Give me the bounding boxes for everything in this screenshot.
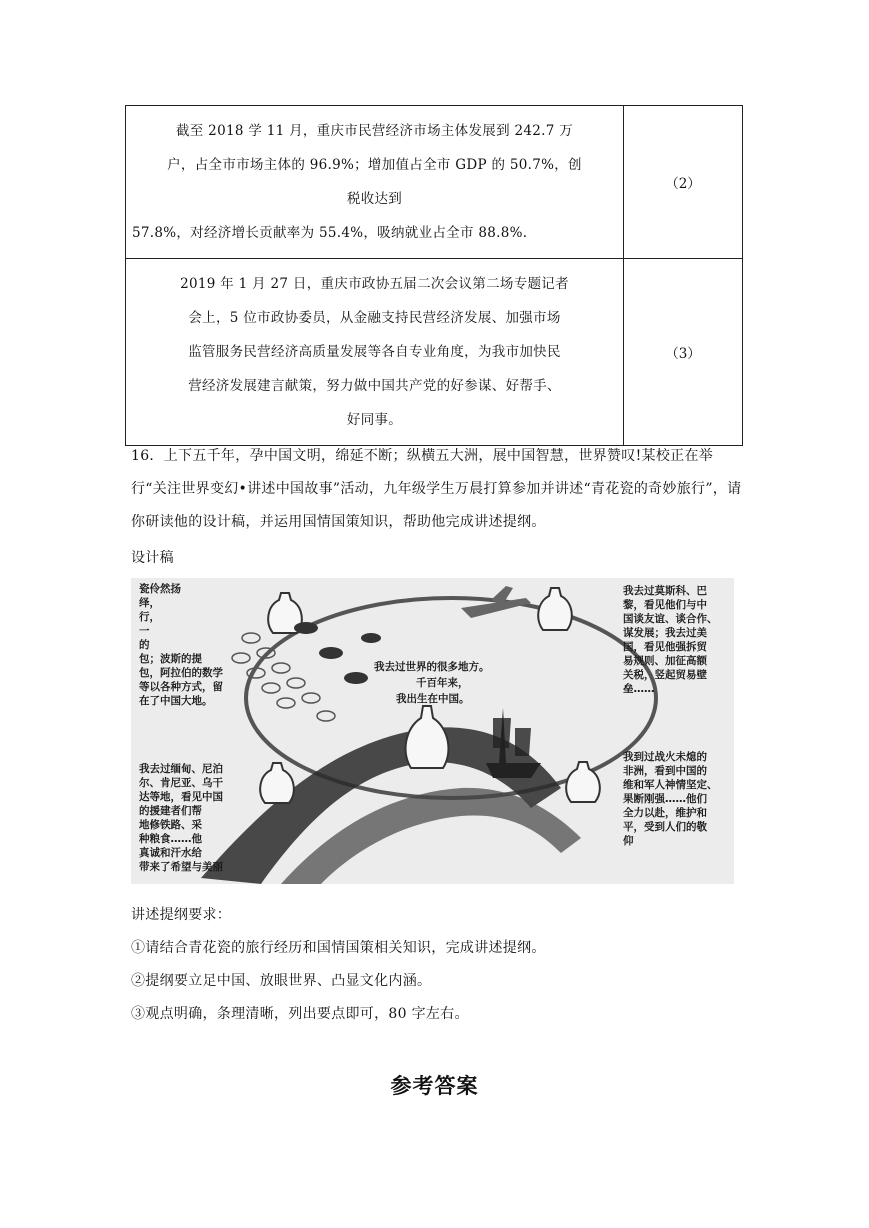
table-text-line: 户，占全市市场主体的 96.9%；增加值占全市 GDP 的 50.7%，创	[167, 157, 582, 173]
requirement-item: ③观点明确，条理清晰，列出要点即可，80 字左右。	[131, 1006, 469, 1022]
table-number-cell: （3）	[624, 259, 743, 446]
bottom-left-text-line: 的援建者们帮	[139, 805, 202, 817]
requirement-item: ②提纲要立足中国、放眼世界、凸显文化内涵。	[131, 973, 432, 989]
bottom-left-text-line: 种粮食……他	[139, 833, 202, 845]
top-right-text-line: 国，看见他强拆贸	[623, 641, 707, 653]
top-left-text-line: 一	[139, 625, 150, 637]
design-label: 设计稿	[131, 550, 174, 566]
table-text-line: 57.8%，对经济增长贡献率为 55.4%，吸纳就业占全市 88.8%.	[132, 225, 528, 241]
top-right-text-line: 黎，看见他们与中	[623, 599, 707, 611]
top-left-text-line: 的	[139, 639, 150, 651]
design-illustration-svg	[131, 578, 734, 884]
top-right-text-line: 我去过莫斯科、巴	[623, 585, 707, 597]
answer-title: 参考答案	[390, 1073, 479, 1098]
bottom-right-text-line: 我到过战火未熄的	[623, 751, 707, 763]
top-left-text-line: 行，	[139, 611, 160, 623]
top-left-text-line: 等以各种方式，留	[139, 681, 223, 693]
top-left-text-line: 包；波斯的提	[139, 653, 202, 665]
bottom-left-text-line: 尔、肯尼亚、乌干	[139, 777, 223, 789]
table-text-line: 营经济发展建言献策，努力做中国共产党的好参谋、好帮手、	[188, 378, 561, 394]
top-right-text-line: 国谈友谊、谈合作、	[623, 613, 718, 625]
top-right-text-line: 关税，竖起贸易壁	[623, 669, 707, 681]
requirements-title: 讲述提纲要求：	[131, 907, 232, 923]
table-text-line: 会上，5 位市政协委员，从金融支持民营经济发展、加强市场	[188, 310, 561, 326]
bottom-right-text-line: 维和军人神情坚定、	[623, 779, 718, 791]
design-illustration	[131, 578, 734, 884]
table-text-line: 监管服务民营经济高质量发展等各自专业角度，为我市加快民	[188, 344, 561, 360]
bottom-left-text-line: 达等地，看见中国	[139, 791, 223, 803]
top-right-text-line: 易规则、加征高额	[623, 655, 707, 667]
top-right-text-line: 垒……	[623, 683, 655, 695]
table-text-cell	[126, 106, 624, 259]
table-row	[126, 259, 743, 446]
table-text-cell	[126, 259, 624, 446]
center-text-line: 千百年来，	[416, 677, 469, 689]
table-text-line: 好同事。	[346, 412, 403, 428]
center-text-line: 我出生在中国。	[396, 693, 470, 705]
requirement-item: ①请结合青花瓷的旅行经历和国情国策相关知识，完成讲述提纲。	[131, 940, 546, 956]
info-table	[125, 105, 743, 446]
bottom-left-text-line: 真诚和汗水给	[139, 847, 202, 859]
table-row	[126, 106, 743, 259]
center-text-line: 我去过世界的很多地方。	[374, 661, 490, 673]
bottom-right-text-line: 全力以赴，维护和	[623, 807, 707, 819]
bottom-right-text-line: 果断刚强……他们	[623, 793, 707, 805]
table-text-line: 税收达到	[346, 191, 403, 207]
table-text-line: 截至 2018 学 11 月，重庆市民营经济市场主体发展到 242.7 万	[175, 123, 574, 139]
bottom-right-text-line: 平，受到人们的敬	[623, 821, 707, 833]
bottom-left-text-line: 我去过缅甸、尼泊	[139, 763, 223, 775]
top-left-text-line: 包，阿拉伯的数学	[139, 667, 223, 679]
bottom-left-text-line: 带来了希望与美丽	[139, 861, 223, 873]
top-left-text-line: 瓷伶然扬	[139, 583, 181, 595]
top-left-text-line: 在了中国大地。	[139, 695, 213, 707]
question-16: 16．上下五千年，孕中国文明，绵延不断；纵横五大洲，展中国智慧，世界赞叹!某校正在举行“关注世界变幻•讲述中国故事”活动，九年级学生万晨打算参加并讲述“青花瓷的奇妙旅行”，请你研读他的设计稿，并运用国情国策知识，帮助他完成讲述提纲。	[131, 448, 742, 530]
table-text-line: 2019 年 1 月 27 日，重庆市政协五届二次会议第二场专题记者	[180, 276, 569, 292]
bottom-left-text-line: 地修铁路、采	[139, 819, 202, 831]
bottom-right-text-line: 仰	[623, 835, 634, 847]
table-number-cell: （2）	[624, 106, 743, 259]
top-left-text-line: 绎，	[139, 597, 160, 609]
bottom-right-text-line: 非洲，看到中国的	[623, 765, 707, 777]
top-right-text-line: 谋发展；我去过美	[623, 627, 707, 639]
